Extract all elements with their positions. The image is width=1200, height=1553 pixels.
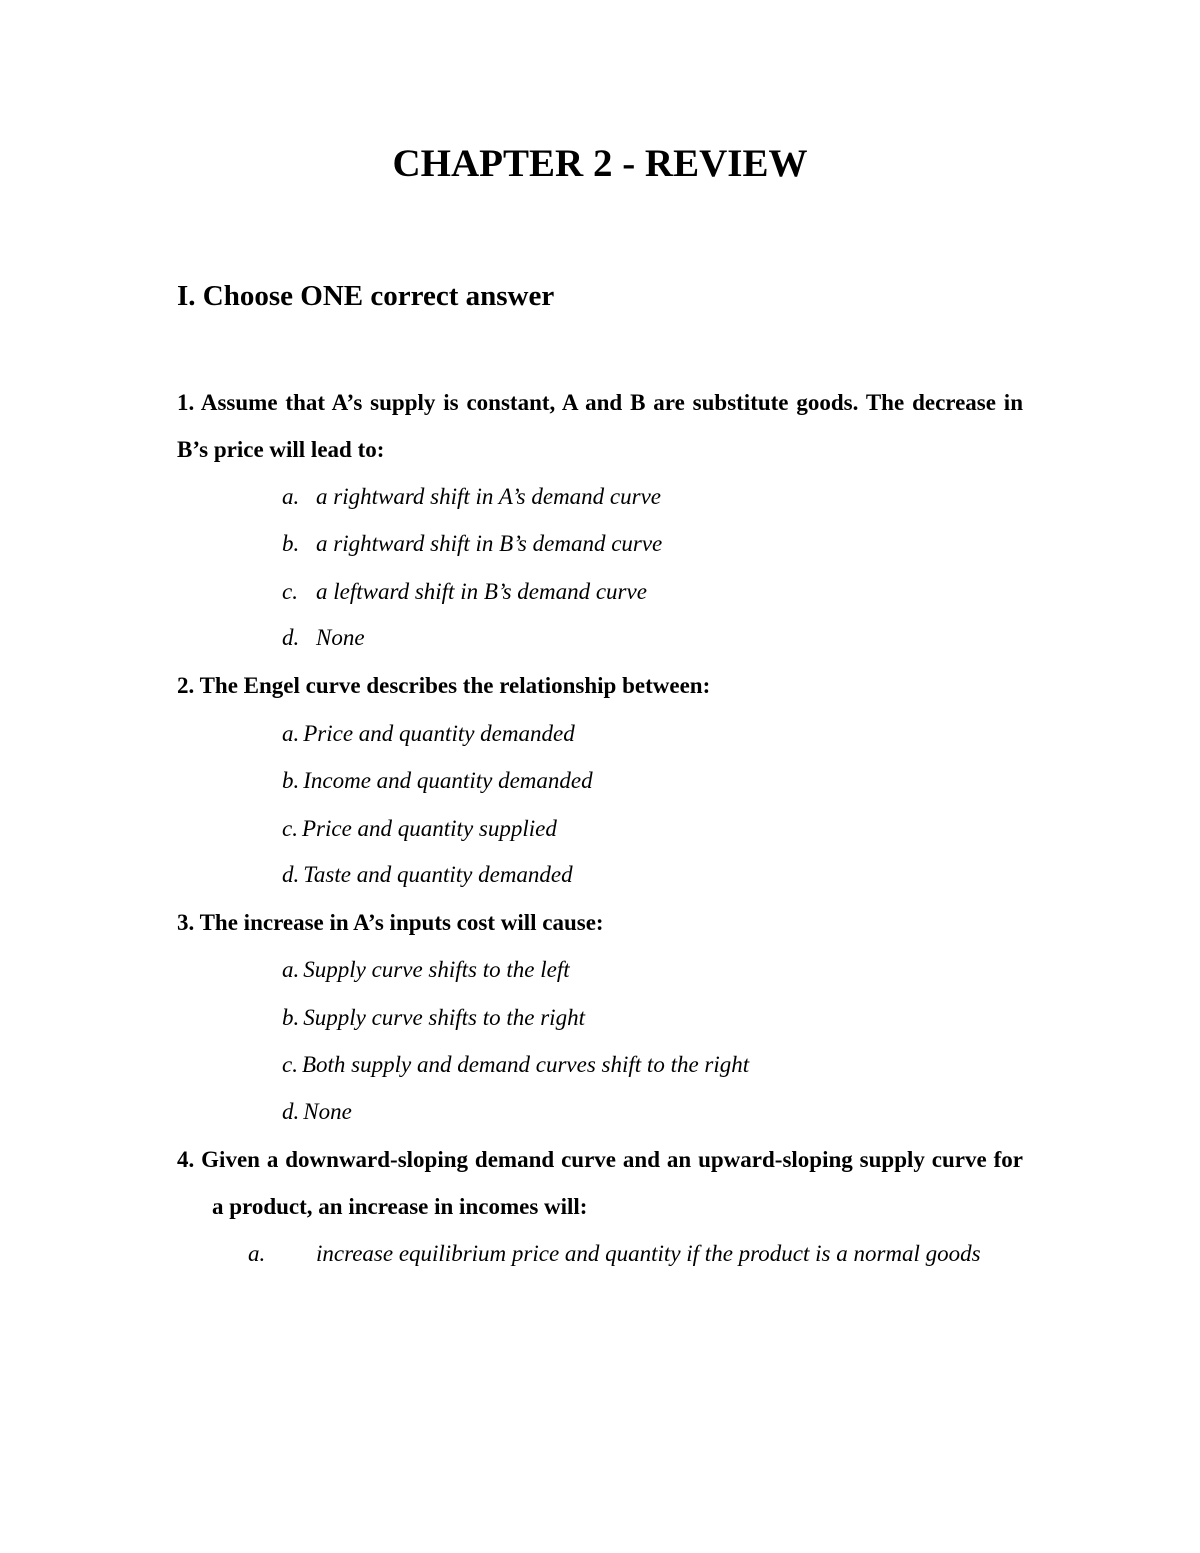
page-title: CHAPTER 2 - REVIEW [392,142,808,185]
option-text: Price and quantity demanded [303,721,575,746]
question-4-option-a [248,1230,1018,1277]
option-letter: a. [282,957,300,982]
option-text: increase equilibrium price and quantity if the product is a normal goods [316,1241,981,1266]
option-letter: c. [282,816,298,841]
option-text: Taste and quantity demanded [303,862,573,887]
option-letter: d. [282,625,300,650]
question-2-option-c [282,805,1018,852]
option-text: a rightward shift in B’s demand curve [316,531,663,556]
option-letter: b. [282,531,300,556]
question-2-option-d [282,851,1018,898]
option-text: None [303,1099,352,1124]
question-3-option-d [282,1088,1018,1135]
option-letter: a. [248,1241,266,1266]
option-text: Supply curve shifts to the left [303,957,570,982]
option-letter: b. [282,768,300,793]
question-3-option-a [282,946,1018,993]
option-letter: c. [282,1052,298,1077]
option-text: a rightward shift in A’s demand curve [316,484,661,509]
option-letter: a. [282,721,300,746]
option-letter: c. [282,579,298,604]
question-1-option-b [282,520,1018,567]
question-3-option-b [282,994,1018,1041]
section-heading: I. Choose ONE correct answer [177,280,555,312]
question-3-option-c [282,1041,1018,1088]
question-3: 3. The increase in A’s inputs cost will cause: [177,910,604,935]
option-letter: a. [282,484,300,509]
option-text: Both supply and demand curves shift to the right [301,1052,750,1077]
option-text: Income and quantity demanded [303,768,593,793]
option-letter: b. [282,1005,300,1030]
question-2-option-b [282,757,1018,804]
question-1-option-d [282,614,1018,661]
option-text: a leftward shift in B’s demand curve [316,579,647,604]
question-2-option-a [282,710,1018,757]
option-text: Price and quantity supplied [301,816,557,841]
question-1-option-c [282,568,1018,615]
option-text: Supply curve shifts to the right [303,1005,585,1030]
question-2: 2. The Engel curve describes the relationship between: [177,673,711,698]
option-letter: d. [282,1099,300,1124]
question-1: 1. Assume that A’s supply is constant, A and B are substitute goods. The decrease in B’s price will lead to: [177,390,1023,462]
option-text: None [316,625,365,650]
question-1-option-a [282,473,1018,520]
question-4: 4. Given a downward-sloping demand curve and an upward-sloping supply curve for a product, an increase in incomes will: [177,1147,1023,1219]
option-letter: d. [282,862,300,887]
